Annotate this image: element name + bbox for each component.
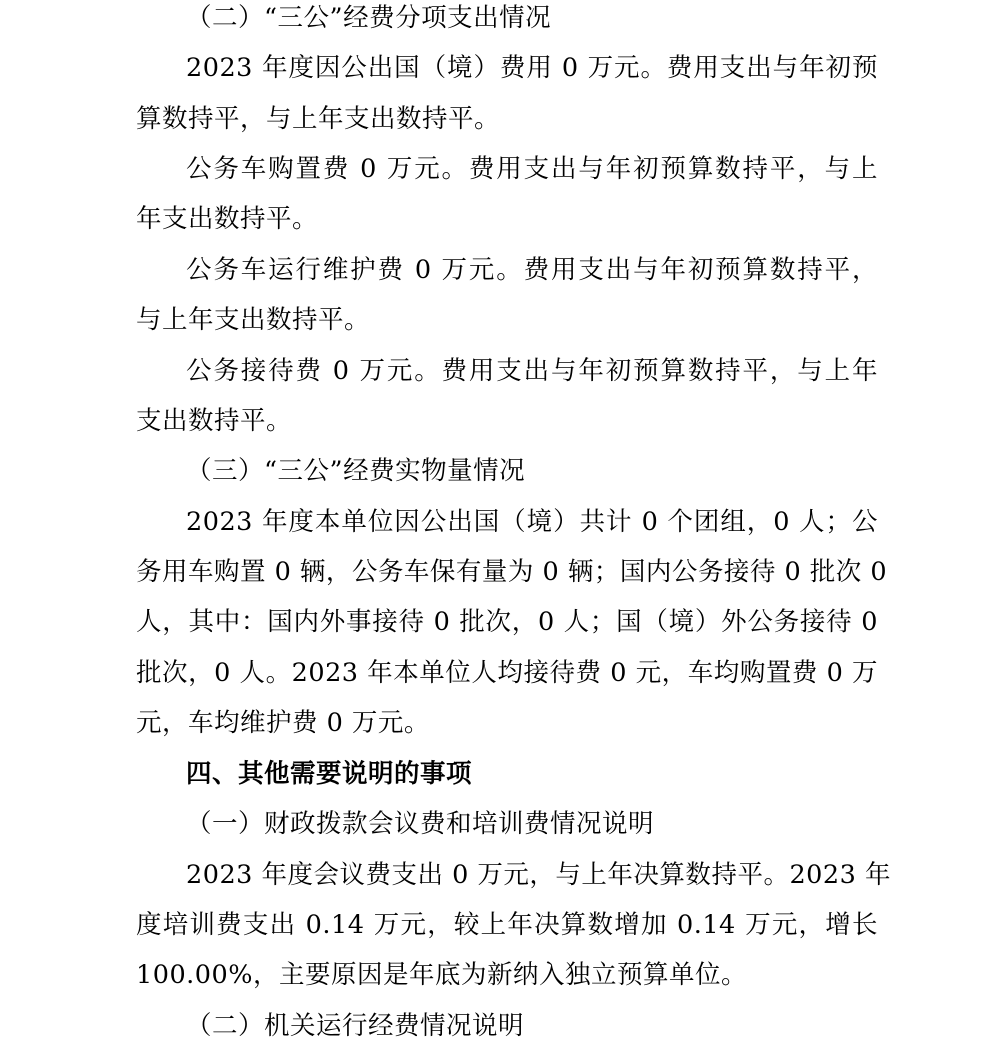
section-heading: （二）“三公”经费分项支出情况 <box>186 3 552 33</box>
paragraph-line: 2023 年度本单位因公出国（境）共计 0 个团组，0 人；公 <box>186 507 878 537</box>
paragraph-line: 批次，0 人。2023 年本单位人均接待费 0 元，车均购置费 0 万 <box>136 658 878 688</box>
paragraph-line: 公务车运行维护费 0 万元。费用支出与年初预算数持平， <box>186 255 878 285</box>
paragraph-line: 元，车均维护费 0 万元。 <box>136 708 430 738</box>
paragraph-line: 2023 年度因公出国（境）费用 0 万元。费用支出与年初预 <box>186 53 878 83</box>
paragraph-line: 支出数持平。 <box>136 406 293 436</box>
section-heading: （一）财政拨款会议费和培训费情况说明 <box>186 809 655 839</box>
chapter-heading: 四、其他需要说明的事项 <box>186 759 473 789</box>
section-heading: （三）“三公”经费实物量情况 <box>186 456 526 486</box>
paragraph-line: 算数持平，与上年支出数持平。 <box>136 104 501 134</box>
paragraph-line: 人，其中：国内外事接待 0 批次，0 人；国（境）外公务接待 0 <box>136 607 878 637</box>
paragraph-line: 100.00%，主要原因是年底为新纳入独立预算单位。 <box>136 960 747 990</box>
paragraph-line: 公务接待费 0 万元。费用支出与年初预算数持平，与上年 <box>186 356 878 386</box>
paragraph-line: 2023 年度会议费支出 0 万元，与上年决算数持平。2023 年 <box>186 860 891 890</box>
paragraph-line: 度培训费支出 0.14 万元，较上年决算数增加 0.14 万元，增长 <box>136 910 878 940</box>
section-heading: （二）机关运行经费情况说明 <box>186 1011 525 1041</box>
paragraph-line: 务用车购置 0 辆，公务车保有量为 0 辆；国内公务接待 0 批次 0 <box>136 557 888 587</box>
paragraph-line: 与上年支出数持平。 <box>136 305 371 335</box>
paragraph-line: 年支出数持平。 <box>136 204 319 234</box>
paragraph-line: 公务车购置费 0 万元。费用支出与年初预算数持平，与上 <box>186 154 878 184</box>
